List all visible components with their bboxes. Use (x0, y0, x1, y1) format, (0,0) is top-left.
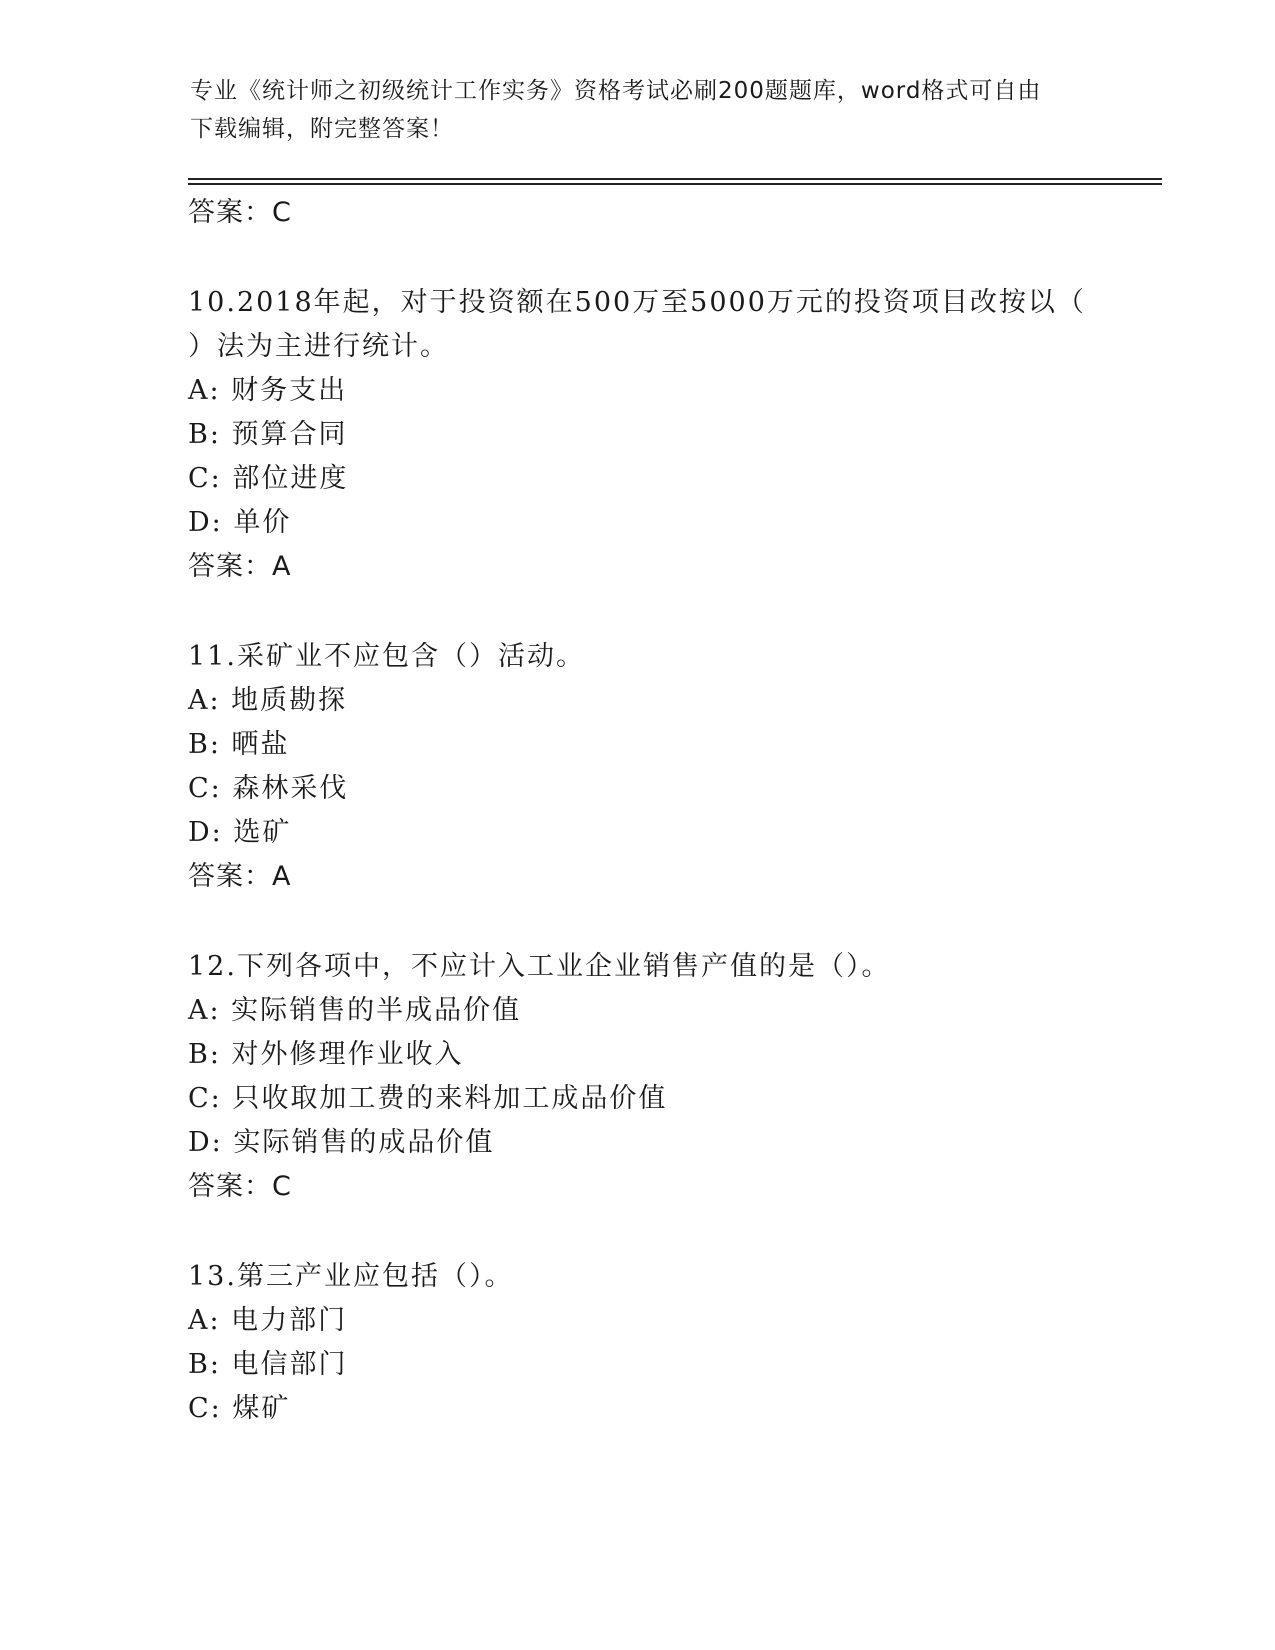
question-13-option-a: A: 电力部门 (188, 1305, 348, 1336)
question-10-option-c: C: 部位进度 (188, 463, 349, 494)
question-10-option-a: A: 财务支出 (188, 375, 348, 406)
question-10-stem-line-2: ）法为主进行统计。 (188, 331, 449, 362)
question-11-option-c: C: 森林采伐 (188, 773, 349, 804)
question-12-option-b: B: 对外修理作业收入 (188, 1039, 464, 1070)
question-11-answer: 答案：A (188, 861, 292, 892)
question-12-stem: 12.下列各项中，不应计入工业企业销售产值的是（）。 (188, 951, 891, 982)
question-12-option-d: D: 实际销售的成品价值 (188, 1127, 495, 1158)
question-13-option-c: C: 煤矿 (188, 1393, 291, 1424)
question-10-option-d: D: 单价 (188, 507, 292, 538)
header-line-2: 下载编辑，附完整答案！ (190, 116, 454, 142)
question-11-option-d: D: 选矿 (188, 817, 292, 848)
question-12-answer: 答案：C (188, 1171, 292, 1202)
header-line-1: 专业《统计师之初级统计工作实务》资格考试必刷200题题库，word格式可自由 (190, 78, 1042, 104)
question-10-stem-line-1: 10.2018年起，对于投资额在500万至5000万元的投资项目改按以（ (188, 287, 1086, 318)
question-13-stem: 13.第三产业应包括（）。 (188, 1261, 514, 1292)
previous-answer: 答案：C (188, 197, 292, 228)
question-11-option-a: A: 地质勘探 (188, 685, 348, 716)
question-12-option-c: C: 只收取加工费的来料加工成品价值 (188, 1083, 668, 1114)
question-10-option-b: B: 预算合同 (188, 419, 348, 450)
header-rule-top (188, 178, 1162, 180)
header-rule-bottom (188, 183, 1162, 185)
document-header (190, 72, 1090, 148)
question-11-option-b: B: 晒盐 (188, 729, 290, 760)
question-10-answer: 答案：A (188, 551, 292, 582)
question-12-option-a: A: 实际销售的半成品价值 (188, 995, 522, 1026)
question-11-stem: 11.采矿业不应包含（）活动。 (188, 641, 585, 672)
question-13-option-b: B: 电信部门 (188, 1349, 348, 1380)
